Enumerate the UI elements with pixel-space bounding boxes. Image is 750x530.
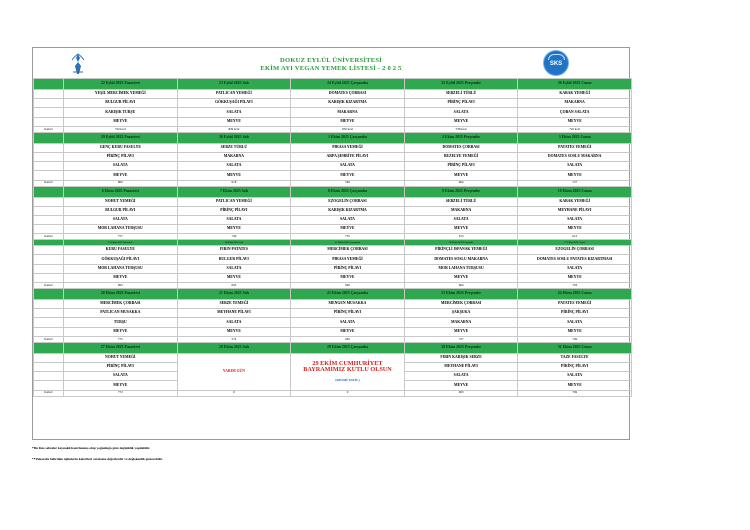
menu-title: EKİM AYI VEGAN YEMEK LİSTESİ - 2 0 2 5 bbox=[260, 65, 402, 72]
university-seal-icon bbox=[69, 52, 87, 76]
menu-item: MEYVE bbox=[404, 171, 518, 180]
menu-item: BULGUR PİLAVI bbox=[177, 255, 291, 264]
menu-item: BULGUR PİLAVI bbox=[64, 206, 178, 215]
menu-item: MOR LAHANA TURŞUSU bbox=[404, 264, 518, 273]
calorie-value: 618 bbox=[177, 180, 291, 186]
day-date: 24 Eylül 2025 Çarşamba bbox=[291, 79, 405, 90]
menu-row bbox=[34, 246, 632, 255]
menu-item: PİRİNÇ PİLAVI bbox=[291, 264, 405, 273]
menu-item: SEBZE YEMEĞİ bbox=[177, 300, 291, 309]
calorie-label: Kalori bbox=[34, 234, 64, 240]
menu-item: SALATA bbox=[64, 162, 178, 171]
calorie-value: 757 bbox=[64, 234, 178, 240]
day-date: 30 Ekim 2025 Perşembe bbox=[404, 342, 518, 353]
calorie-value: 749 bbox=[177, 234, 291, 240]
menu-item: EZOGELİN ÇORBASI bbox=[518, 246, 632, 255]
calorie-value: 749 bbox=[518, 336, 632, 342]
menu-item: GÖKKUŞAĞI PİLAVI bbox=[177, 99, 291, 108]
day-date: 28 Ekim 2025 Salı bbox=[177, 342, 291, 353]
menu-item: NOHUT YEMEĞİ bbox=[64, 197, 178, 206]
menu-item: SALATA bbox=[177, 318, 291, 327]
menu-row bbox=[34, 143, 632, 152]
footnote-1: *Bu liste sebzeler kaynaklı hazırlanmış olup yoğunluğa göre değişiklik yapılabilir. bbox=[32, 446, 151, 450]
calorie-value: 693 bbox=[404, 390, 518, 396]
menu-item: SALATA bbox=[177, 264, 291, 273]
row-label bbox=[34, 152, 64, 161]
calorie-label: Kalori bbox=[34, 336, 64, 342]
calorie-label: Kalori bbox=[34, 180, 64, 186]
menu-item: PIRASA YEMEĞİ bbox=[291, 143, 405, 152]
menu-row bbox=[34, 255, 632, 264]
menu-item: SALATA bbox=[291, 162, 405, 171]
menu-item: MAKARNA bbox=[177, 152, 291, 161]
menu-item: SALATA bbox=[404, 372, 518, 381]
date-row-label bbox=[34, 289, 64, 300]
menu-row bbox=[34, 206, 632, 215]
menu-item: ARPA ŞEHRİYE PİLAVI bbox=[291, 152, 405, 161]
week-date-row bbox=[34, 132, 632, 143]
menu-sheet bbox=[32, 47, 630, 440]
menu-item: PİRİNÇ PİLAVI bbox=[177, 206, 291, 215]
menu-row bbox=[34, 215, 632, 224]
menu-item: MEYVE bbox=[518, 381, 632, 390]
calorie-value: 0 bbox=[177, 390, 291, 396]
menu-item: MEYVE bbox=[291, 225, 405, 234]
menu-item: MEYVE bbox=[64, 117, 178, 126]
calorie-row bbox=[34, 390, 632, 396]
menu-item: NOHUT YEMEĞİ bbox=[64, 353, 178, 362]
menu-item: KARIŞIK KIZARTMA bbox=[291, 99, 405, 108]
day-date: 14 Ekim 2025 Salı bbox=[177, 240, 291, 246]
day-date: 21 Ekim 2025 Salı bbox=[177, 289, 291, 300]
row-label bbox=[34, 246, 64, 255]
row-label bbox=[34, 309, 64, 318]
row-label bbox=[34, 381, 64, 390]
row-label bbox=[34, 206, 64, 215]
menu-item: MEYVE bbox=[291, 327, 405, 336]
day-date: 13 Ekim 2025 Pazartesi bbox=[64, 240, 178, 246]
calorie-value: 538 kcal bbox=[404, 126, 518, 132]
menu-item: MEYVE bbox=[518, 327, 632, 336]
menu-table bbox=[33, 78, 632, 397]
day-date: 27 Ekim 2025 Pazartesi bbox=[64, 342, 178, 353]
menu-item: SALATA bbox=[518, 372, 632, 381]
menu-item: ÇOBAN SALATA bbox=[518, 108, 632, 117]
menu-row bbox=[34, 309, 632, 318]
menu-row bbox=[34, 108, 632, 117]
menu-item: BEZELYE YEMEĞİ bbox=[404, 152, 518, 161]
menu-item: SALATA bbox=[291, 215, 405, 224]
menu-item: PİRİNÇ PİLAVI bbox=[64, 362, 178, 371]
menu-item: MEYVE bbox=[64, 171, 178, 180]
sks-logo-icon: SKS bbox=[543, 50, 569, 76]
day-date: 30 Eylül 2025 Salı bbox=[177, 132, 291, 143]
calorie-value: 692 bbox=[291, 283, 405, 289]
menu-item: PİRİNÇ PİLAVI bbox=[64, 152, 178, 161]
day-date: 22 Ekim 2025 Çarşamba bbox=[291, 289, 405, 300]
day-date: 9 Ekim 2025 Perşembe bbox=[404, 186, 518, 197]
menu-row bbox=[34, 225, 632, 234]
calorie-value: 727 bbox=[404, 336, 518, 342]
row-label bbox=[34, 264, 64, 273]
day-date: 3 Ekim 2025 Cuma bbox=[518, 132, 632, 143]
menu-item: MOR LAHANA TURŞUSU bbox=[64, 264, 178, 273]
menu-item: MEYVE bbox=[291, 273, 405, 282]
calorie-value: 722 kcal bbox=[518, 126, 632, 132]
menu-item: KARIŞIK TURŞU bbox=[64, 108, 178, 117]
date-row-label bbox=[34, 132, 64, 143]
menu-item: PATATES YEMEĞİ bbox=[518, 143, 632, 152]
menu-item: MERCİMEK ÇORBASI bbox=[404, 300, 518, 309]
menu-row bbox=[34, 264, 632, 273]
menu-item: MENGEN MUSAKKA bbox=[291, 300, 405, 309]
menu-item: SALATA bbox=[64, 215, 178, 224]
calorie-value: 793 bbox=[518, 283, 632, 289]
menu-item: SALATA bbox=[291, 318, 405, 327]
day-date: 17 Ekim 2025 Cuma bbox=[518, 240, 632, 246]
footnotes bbox=[32, 446, 163, 468]
date-row-label bbox=[34, 186, 64, 197]
row-label bbox=[34, 108, 64, 117]
menu-item: TURŞU bbox=[64, 318, 178, 327]
menu-row bbox=[34, 162, 632, 171]
menu-item: KARIŞIK KIZARTMA bbox=[291, 206, 405, 215]
menu-item: MEYHANE PİLAVI bbox=[177, 309, 291, 318]
menu-item: FIRIN KARIŞIK SEBZE bbox=[404, 353, 518, 362]
row-label bbox=[34, 353, 64, 362]
row-label bbox=[34, 117, 64, 126]
menu-row bbox=[34, 99, 632, 108]
menu-item: MEYVE bbox=[291, 171, 405, 180]
row-label bbox=[34, 255, 64, 264]
menu-item: FIRIN PATATES bbox=[177, 246, 291, 255]
menu-row bbox=[34, 197, 632, 206]
menu-item: MEYVE bbox=[177, 225, 291, 234]
menu-row bbox=[34, 273, 632, 282]
menu-item: PİRİNÇLİ ISPANAK YEMEĞİ bbox=[404, 246, 518, 255]
calorie-value: 755 bbox=[291, 234, 405, 240]
row-label bbox=[34, 372, 64, 381]
calorie-value: 574 bbox=[177, 336, 291, 342]
day-date: 15 Ekim 2025 Çarşamba bbox=[291, 240, 405, 246]
row-label bbox=[34, 197, 64, 206]
menu-item: MERCİMEK ÇORBASI bbox=[291, 246, 405, 255]
menu-item: SALATA bbox=[404, 215, 518, 224]
menu-item: TAZE FASULYE bbox=[518, 353, 632, 362]
menu-item: SALATA bbox=[177, 215, 291, 224]
menu-item: MEYVE bbox=[404, 327, 518, 336]
menu-item: SALATA bbox=[64, 372, 178, 381]
week-date-row bbox=[34, 79, 632, 90]
calorie-value: 695 bbox=[177, 283, 291, 289]
holiday-cell bbox=[291, 353, 405, 390]
menu-item: KURU FASULYE bbox=[64, 246, 178, 255]
menu-row bbox=[34, 300, 632, 309]
menu-item: SALATA bbox=[177, 162, 291, 171]
day-date: 16 Ekim 2025 Perşembe bbox=[404, 240, 518, 246]
university-title: DOKUZ EYLÜL ÜNİVERSİTESİ bbox=[280, 57, 382, 64]
calorie-value: 549 bbox=[291, 180, 405, 186]
calorie-value: 695 bbox=[291, 336, 405, 342]
menu-row bbox=[34, 353, 632, 362]
calorie-value: 664 bbox=[404, 180, 518, 186]
menu-item: DOMATES ÇORBASI bbox=[404, 143, 518, 152]
calorie-label: Kalori bbox=[34, 390, 64, 396]
menu-row bbox=[34, 152, 632, 161]
calorie-value: 615 bbox=[404, 234, 518, 240]
day-date: 1 Ekim 2025 Çarşamba bbox=[291, 132, 405, 143]
half-day-label: YARIM GÜN bbox=[177, 353, 291, 390]
menu-item: PİRİNÇ PİLAVI bbox=[518, 309, 632, 318]
row-label bbox=[34, 273, 64, 282]
menu-item: MAKARNA bbox=[291, 108, 405, 117]
menu-item: MEYVE bbox=[404, 381, 518, 390]
day-date: 29 Eylül 2025 Pazartesi bbox=[64, 132, 178, 143]
menu-row bbox=[34, 318, 632, 327]
menu-item: SALATA bbox=[518, 162, 632, 171]
menu-item: MAKARNA bbox=[404, 206, 518, 215]
menu-item: PİRİNÇ PİLAVI bbox=[404, 162, 518, 171]
calorie-value: 664 bbox=[404, 283, 518, 289]
menu-item: SALATA bbox=[177, 108, 291, 117]
week-date-row bbox=[34, 186, 632, 197]
calorie-value: 829 kcal bbox=[177, 126, 291, 132]
date-row-label bbox=[34, 342, 64, 353]
menu-item: PATATES YEMEĞİ bbox=[518, 300, 632, 309]
calorie-value: 775 bbox=[64, 336, 178, 342]
menu-item: MEYVE bbox=[404, 273, 518, 282]
menu-item: MEYHANE PİLAVI bbox=[404, 362, 518, 371]
calorie-label: Kalori bbox=[34, 126, 64, 132]
menu-item: PIRASA YEMEĞİ bbox=[291, 255, 405, 264]
day-date: 23 Ekim 2025 Perşembe bbox=[404, 289, 518, 300]
row-label bbox=[34, 300, 64, 309]
calorie-value: 612 bbox=[518, 234, 632, 240]
calorie-label: Kalori bbox=[34, 283, 64, 289]
menu-item: MEYHANE PİLAVI bbox=[518, 206, 632, 215]
menu-item: DOMATES SOSLU MAKARNA bbox=[518, 152, 632, 161]
calorie-value: 806 bbox=[64, 180, 178, 186]
menu-item: MAKARNA bbox=[518, 99, 632, 108]
calorie-value: 727 bbox=[518, 180, 632, 186]
menu-item: MEYVE bbox=[518, 273, 632, 282]
menu-item: MEYVE bbox=[518, 225, 632, 234]
day-date: 24 Ekim 2025 Cuma bbox=[518, 289, 632, 300]
menu-item: MEYVE bbox=[64, 327, 178, 336]
row-label bbox=[34, 362, 64, 371]
menu-item: SALATA bbox=[404, 108, 518, 117]
menu-item: MEYVE bbox=[64, 381, 178, 390]
calorie-value: 965 bbox=[64, 283, 178, 289]
menu-item: EZOGELİN ÇORBASI bbox=[291, 197, 405, 206]
menu-row bbox=[34, 327, 632, 336]
menu-item: MEYVE bbox=[518, 171, 632, 180]
row-label bbox=[34, 90, 64, 99]
menu-item: YEŞİL MERCİMEK YEMEĞİ bbox=[64, 90, 178, 99]
menu-item: MERCİMEK ÇORBASI bbox=[64, 300, 178, 309]
day-date: 6 Ekim 2025 Pazartesi bbox=[64, 186, 178, 197]
calorie-value: 722 kcal bbox=[64, 126, 178, 132]
menu-item: SALATA bbox=[518, 215, 632, 224]
sheet-header bbox=[33, 48, 629, 78]
menu-item: PATLICAN YEMEĞİ bbox=[177, 90, 291, 99]
holiday-note: (RESMİ TATİL) bbox=[335, 378, 360, 383]
calorie-value: 0 bbox=[291, 390, 405, 396]
menu-row bbox=[34, 90, 632, 99]
menu-item: SEBZE TÜRLÜ bbox=[177, 143, 291, 152]
menu-item: BULGUR PİLAVI bbox=[64, 99, 178, 108]
menu-item: ŞAKŞUKA bbox=[404, 309, 518, 318]
menu-item: GÖKKUŞAĞI PİLAVI bbox=[64, 255, 178, 264]
menu-item: MAKARNA bbox=[404, 318, 518, 327]
calorie-value: 650 kcal bbox=[291, 126, 405, 132]
menu-item: SALATA bbox=[518, 318, 632, 327]
row-label bbox=[34, 225, 64, 234]
menu-item: DOMATES ÇORBASI bbox=[291, 90, 405, 99]
menu-item: PİRİNÇ PİLAVI bbox=[518, 362, 632, 371]
holiday-message: 29 EKİM CUMHURİYET BAYRAMIMIZ KUTLU OLSUN bbox=[303, 359, 392, 373]
menu-item: MEYVE bbox=[177, 327, 291, 336]
menu-item: PATLICAN MUSAKKA bbox=[64, 309, 178, 318]
date-row-label bbox=[34, 79, 64, 90]
menu-item: DOMATES SOSLU MAKARNA bbox=[404, 255, 518, 264]
menu-item: GENÇ KURU FASULYE bbox=[64, 143, 178, 152]
row-label bbox=[34, 215, 64, 224]
menu-item: MEYVE bbox=[177, 171, 291, 180]
footnote-2: **Yukarıda belirtilen öğünlerin kalorileri ortalama değerlerdir ve değişkenlik gösterebilir. bbox=[32, 457, 163, 461]
menu-row bbox=[34, 117, 632, 126]
day-date: 20 Ekim 2025 Pazartesi bbox=[64, 289, 178, 300]
menu-item: KABAK YEMEĞİ bbox=[518, 90, 632, 99]
menu-item: SEBZELİ TÜRLÜ bbox=[404, 197, 518, 206]
menu-item: PATLICAN YEMEĞİ bbox=[177, 197, 291, 206]
row-label bbox=[34, 143, 64, 152]
menu-item: PİRİNÇ PİLAVI bbox=[291, 309, 405, 318]
menu-item: MEYVE bbox=[518, 117, 632, 126]
menu-item: MEYVE bbox=[291, 117, 405, 126]
row-label bbox=[34, 162, 64, 171]
day-date: 8 Ekim 2025 Çarşamba bbox=[291, 186, 405, 197]
calorie-value: 772 bbox=[64, 390, 178, 396]
menu-item: PİRİNÇ PİLAVI bbox=[404, 99, 518, 108]
week-date-row bbox=[34, 289, 632, 300]
calorie-value: 749 bbox=[518, 390, 632, 396]
menu-item: MEYVE bbox=[177, 273, 291, 282]
day-date: 26 Eylül 2025 Cuma bbox=[518, 79, 632, 90]
week-date-row bbox=[34, 342, 632, 353]
day-date: 10 Ekim 2025 Cuma bbox=[518, 186, 632, 197]
day-date: 31 Ekim 2025 Cuma bbox=[518, 342, 632, 353]
menu-item: MEYVE bbox=[404, 117, 518, 126]
menu-item: SALATA bbox=[518, 264, 632, 273]
menu-item: MEYVE bbox=[177, 117, 291, 126]
menu-item: MOR LAHANA TURŞUSU bbox=[64, 225, 178, 234]
day-date: 29 Ekim 2025 Çarşamba bbox=[291, 342, 405, 353]
row-label bbox=[34, 318, 64, 327]
menu-item: DOMATES SOSLU PATATES KIZARTMASI bbox=[518, 255, 632, 264]
menu-item: MEYVE bbox=[404, 225, 518, 234]
day-date: 2 Ekim 2025 Perşembe bbox=[404, 132, 518, 143]
row-label bbox=[34, 327, 64, 336]
menu-item: MEYVE bbox=[64, 273, 178, 282]
menu-row bbox=[34, 171, 632, 180]
day-date: 7 Ekim 2025 Salı bbox=[177, 186, 291, 197]
day-date: 25 Eylül 2025 Perşembe bbox=[404, 79, 518, 90]
menu-item: KABAK YEMEĞİ bbox=[518, 197, 632, 206]
day-date: 22 Eylül 2025 Pazartesi bbox=[64, 79, 178, 90]
menu-item: SEBZELİ TÜRLÜ bbox=[404, 90, 518, 99]
row-label bbox=[34, 99, 64, 108]
row-label bbox=[34, 171, 64, 180]
day-date: 23 Eylül 2025 Salı bbox=[177, 79, 291, 90]
